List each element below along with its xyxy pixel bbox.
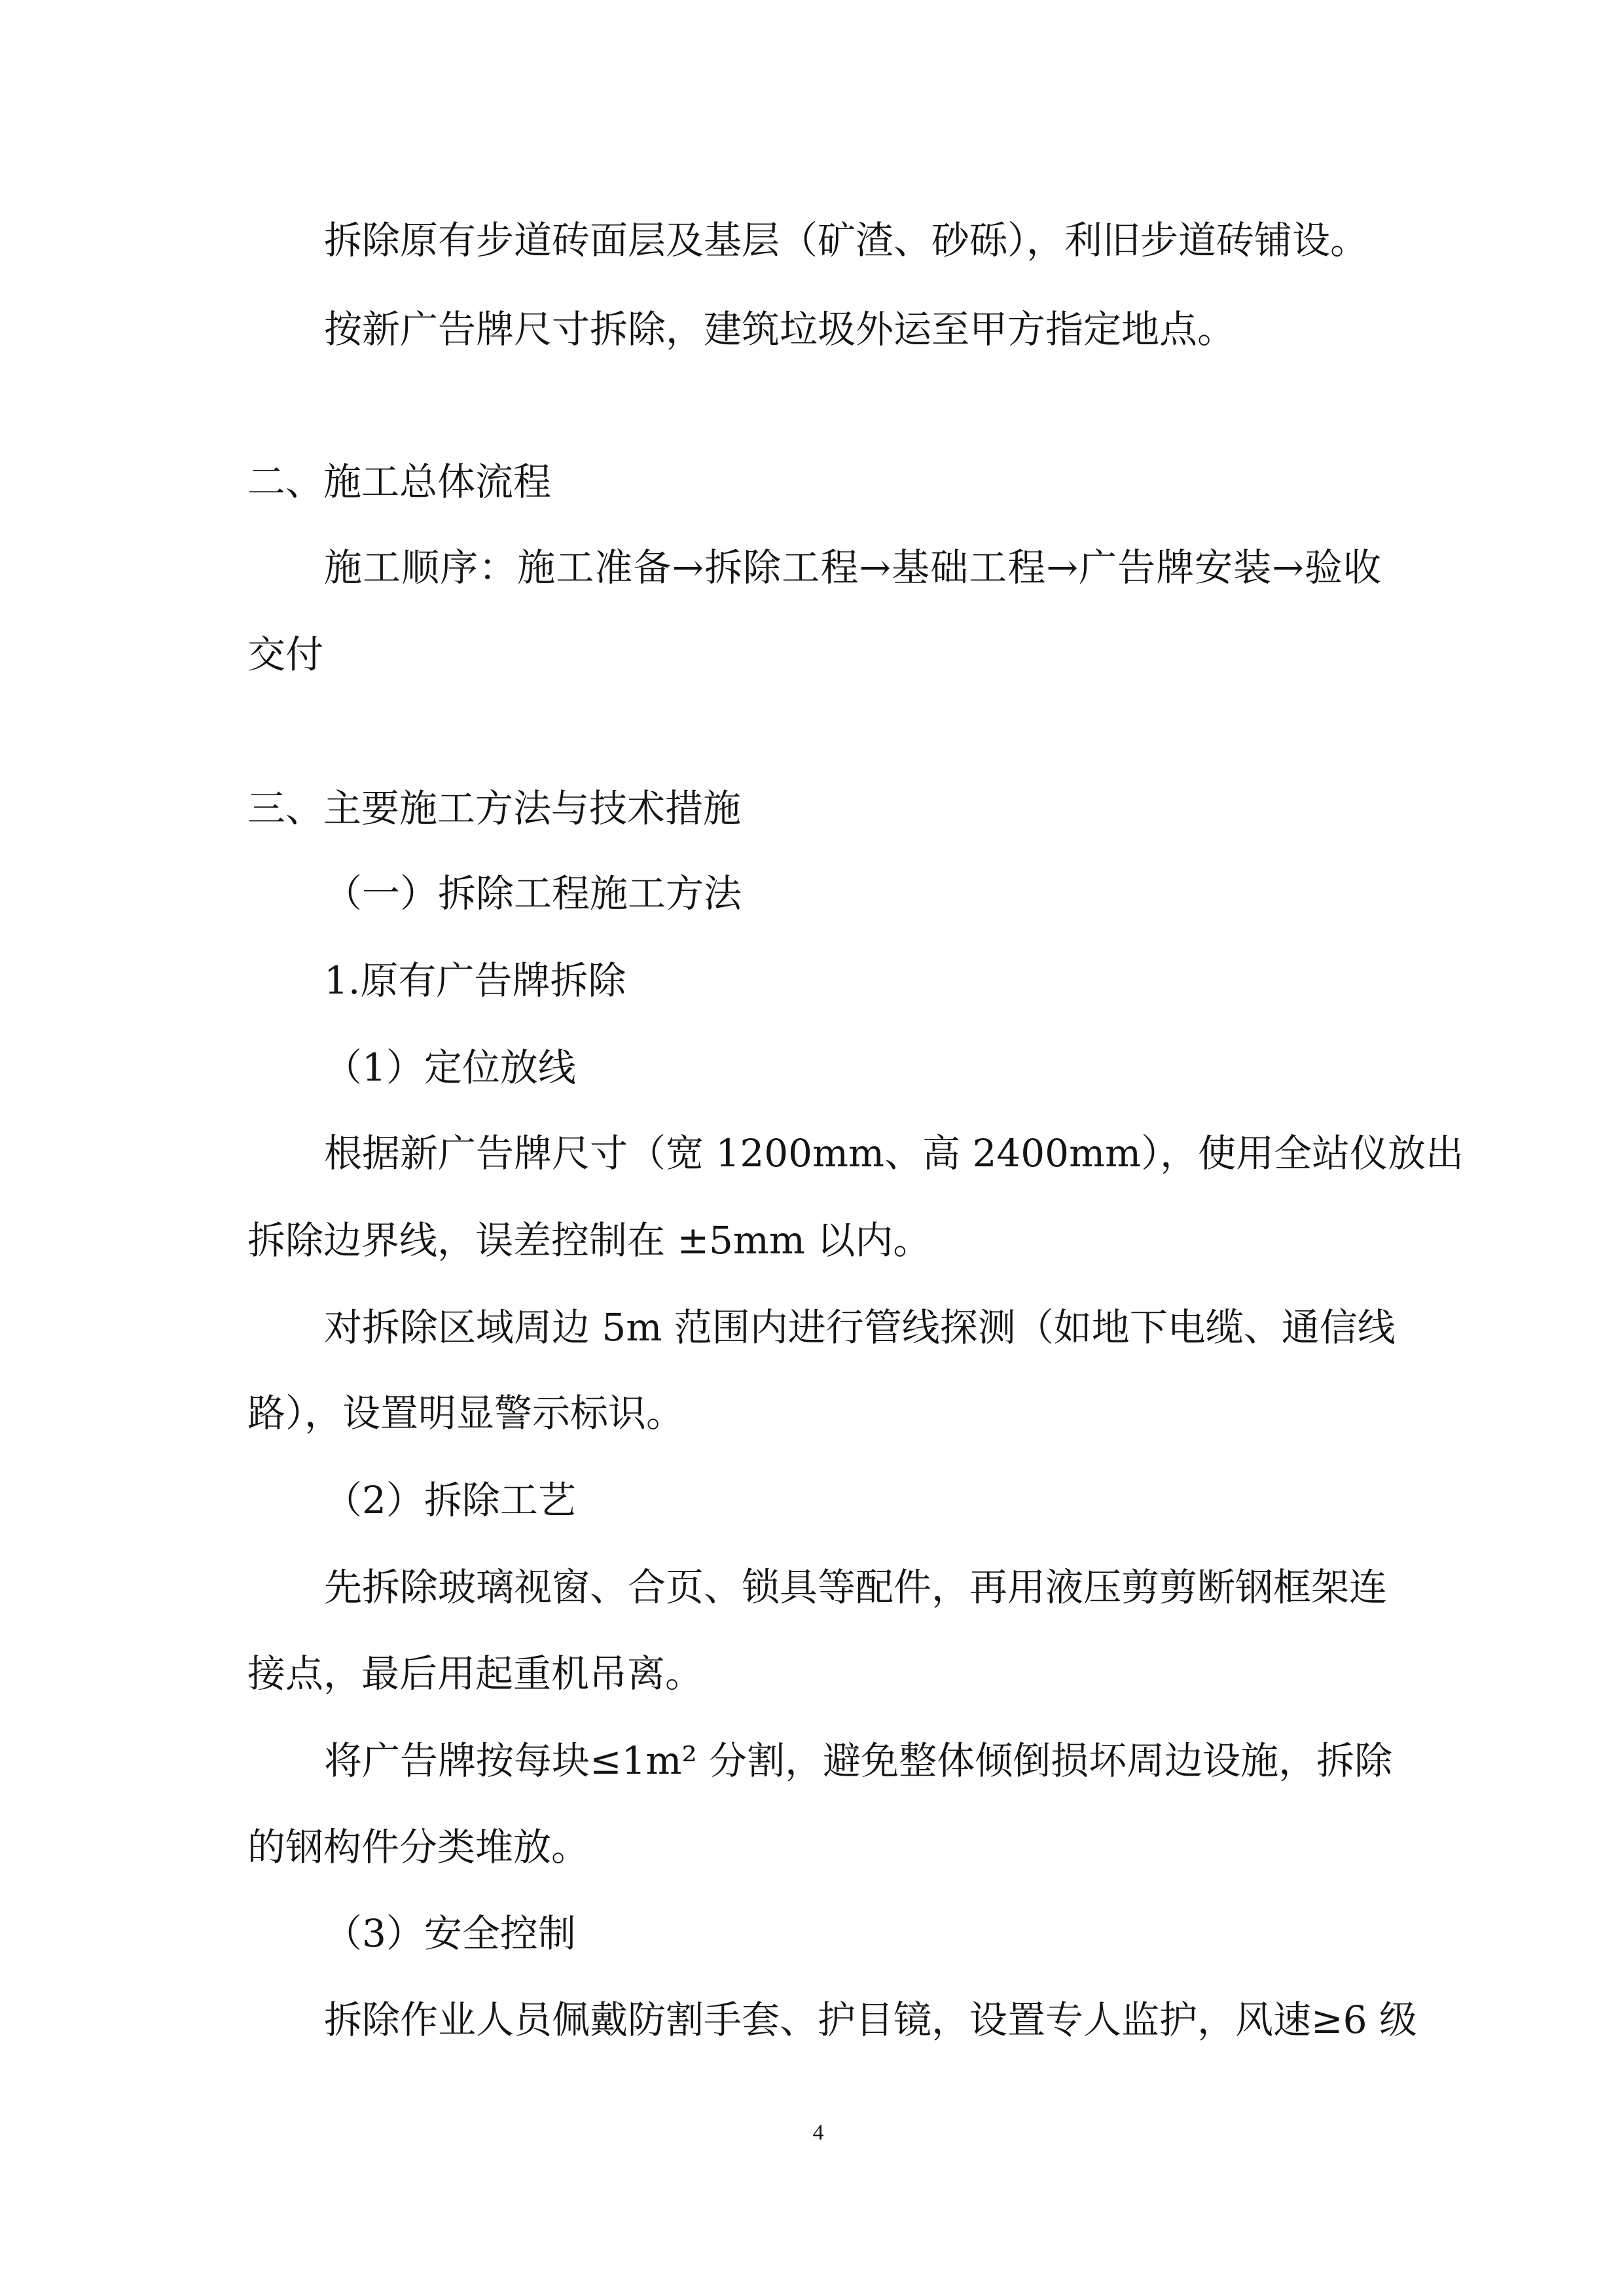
paragraph-line: 施工顺序：施工准备→拆除工程→基础工程→广告牌安装→验收 (324, 545, 1381, 590)
paragraph-line: 拆除作业人员佩戴防割手套、护目镜，设置专人监护，风速≥6 级 (324, 1998, 1417, 2042)
section-heading: 三、主要施工方法与技术措施 (247, 786, 742, 831)
subsection-heading: （一）拆除工程施工方法 (324, 871, 742, 916)
paragraph-line: 路），设置明显警示标识。 (247, 1391, 685, 1435)
subitem-heading: （1）定位放线 (324, 1045, 576, 1090)
paragraph-line: 对拆除区域周边 5m 范围内进行管线探测（如地下电缆、通信线 (324, 1305, 1396, 1350)
paragraph-line: 将广告牌按每块≤1m² 分割，避免整体倾倒损坏周边设施，拆除 (324, 1738, 1393, 1783)
paragraph-line: 的钢构件分类堆放。 (247, 1825, 590, 1869)
paragraph-line: 先拆除玻璃视窗、合页、锁具等配件，再用液压剪剪断钢框架连 (324, 1565, 1388, 1609)
paragraph-line: 拆除原有步道砖面层及基层（矿渣、砂砾），利旧步道砖铺设。 (324, 218, 1369, 262)
section-heading: 二、施工总体流程 (247, 459, 552, 504)
paragraph-line: 根据新广告牌尺寸（宽 1200mm、高 2400mm），使用全站仪放出 (324, 1131, 1464, 1175)
subitem-heading: （3）安全控制 (324, 1911, 576, 1956)
paragraph-line: 接点，最后用起重机吊离。 (247, 1651, 704, 1696)
paragraph-line: 拆除边界线，误差控制在 ±5mm 以内。 (247, 1218, 931, 1263)
paragraph-line: 交付 (247, 632, 324, 677)
paragraph-line: 按新广告牌尺寸拆除，建筑垃圾外运至甲方指定地点。 (324, 307, 1236, 351)
subitem-heading: （2）拆除工艺 (324, 1478, 576, 1522)
item-heading: 1.原有广告牌拆除 (324, 958, 626, 1003)
page-number: 4 (812, 2121, 824, 2145)
